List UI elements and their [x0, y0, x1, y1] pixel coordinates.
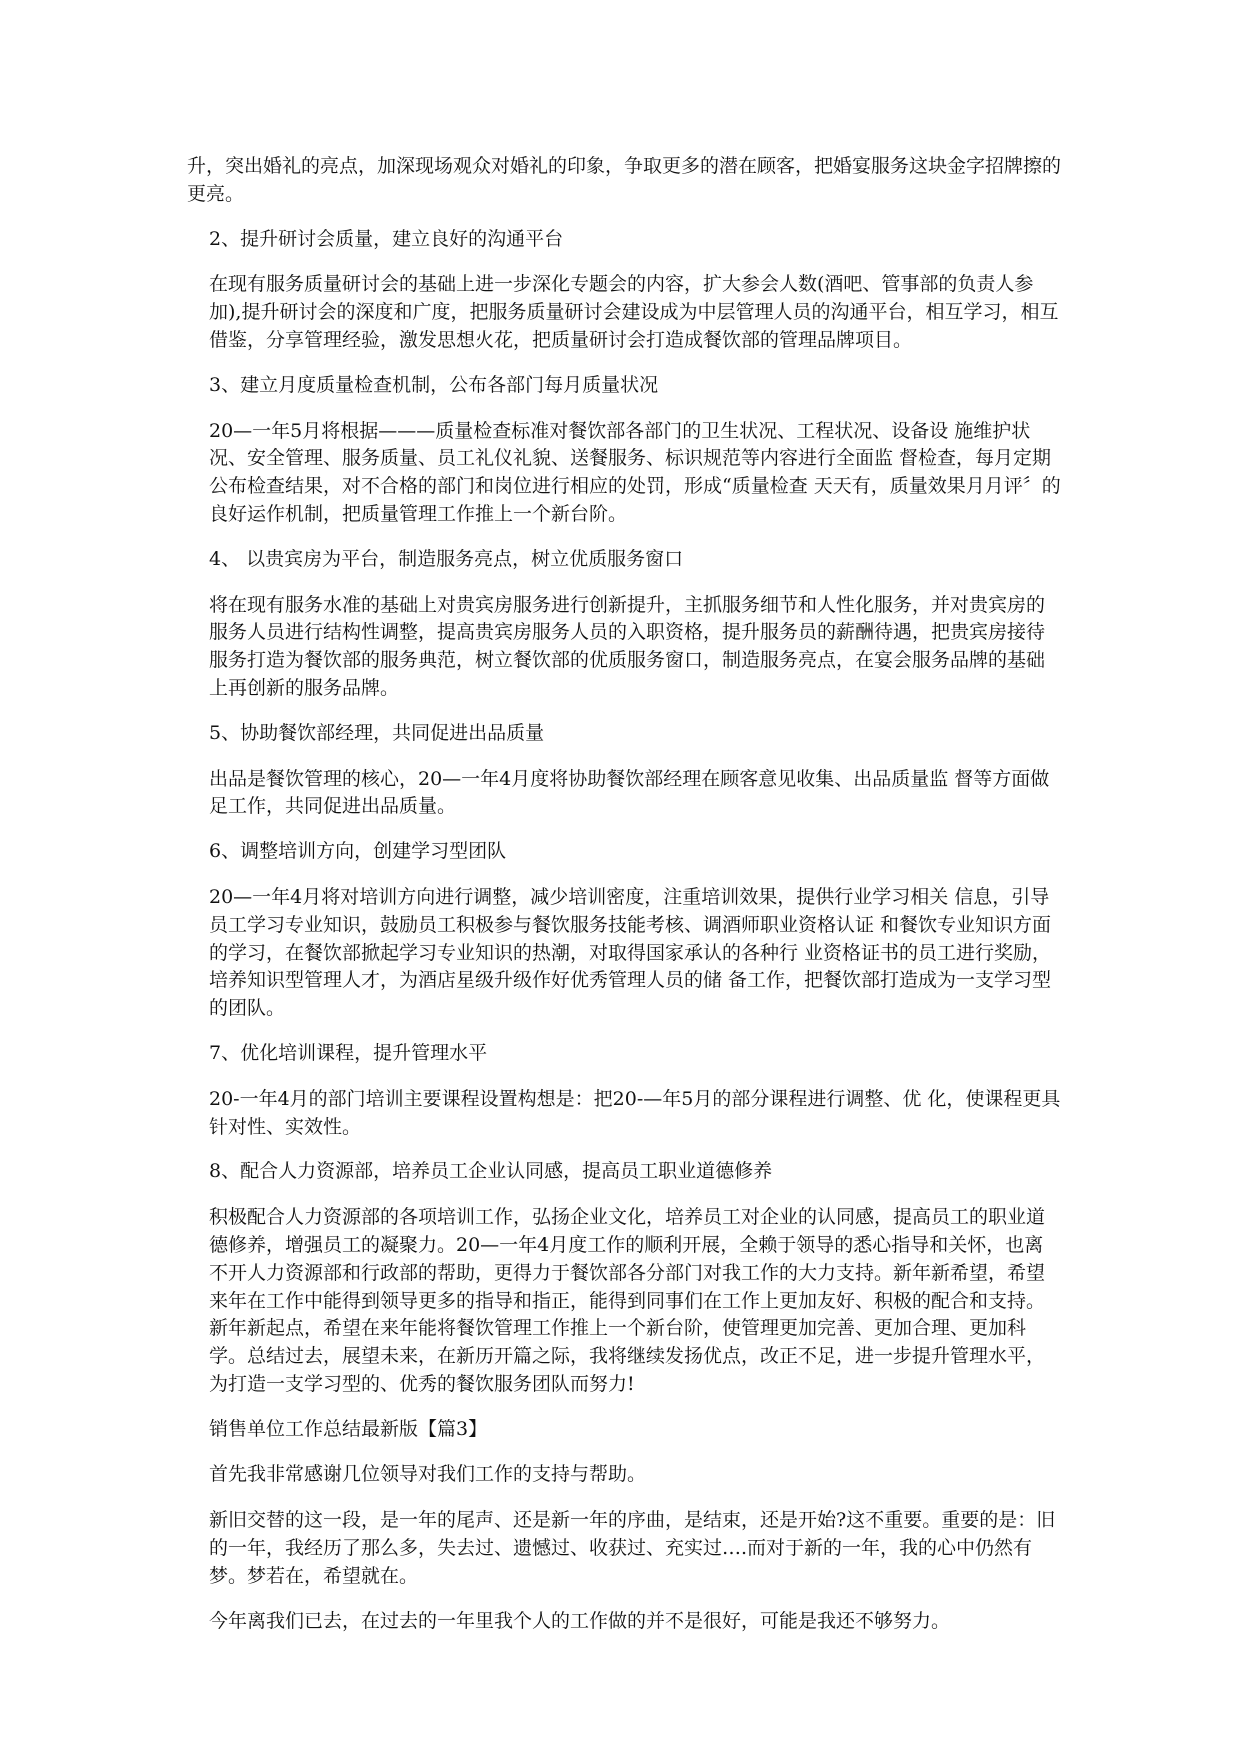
paragraph-seminar: 在现有服务质量研讨会的基础上进一步深化专题会的内容，扩大参会人数(酒吧、管事部的负责人参加),提升研讨会的深度和广度，把服务质量研讨会建设成为中层管理人员的沟通平台，相互学习，相互借鉴，分享管理经验，激发思想火花，把质量研讨会打造成餐饮部的管理品牌项目。: [209, 273, 1059, 351]
paragraph-product-quality: 出品是餐饮管理的核心，20—一年4月度将协助餐饮部经理在顾客意见收集、出品质量监 督等方面做足工作，共同促进出品质量。: [209, 767, 1050, 818]
heading-training-courses: 7、优化培训课程，提升管理水平: [209, 1041, 488, 1064]
paragraph-new-year: 新旧交替的这一段，是一年的尾声、还是新一年的序曲，是结束，还是开始?这不重要。重要的是：旧的一年，我经历了那么多，失去过、遗憾过、收获过、充实过….而对于新的一年，我的心中仍然有梦。梦若在，希望就在。: [209, 1509, 1056, 1587]
paragraph-thanks: 首先我非常感谢几位领导对我们工作的支持与帮助。: [209, 1463, 647, 1486]
paragraph-inspection: 20—一年5月将根据———质量检查标准对餐饮部各部门的卫生状况、工程状况、设备设 施维护状况、安全管理、服务质量、员工礼仪礼貌、送餐服务、标识规范等内容进行全面监 督检查，每月定期公布检查结果，对不合格的部门和岗位进行相应的处罚，形成“质量检查 天天有，质量效果月月评〞的良好运作机制，把质量管理工作推上一个新台阶。: [209, 419, 1061, 525]
document-body: [187, 153, 1062, 1635]
heading-human-resources: 8、配合人力资源部，培养员工企业认同感，提高员工职业道德修养: [209, 1160, 773, 1183]
paragraph-human-resources: 积极配合人力资源部的各项培训工作，弘扬企业文化，培养员工对企业的认同感，提高员工的职业道德修养，增强员工的凝聚力。20—一年4月度工作的顺利开展，全赖于领导的悉心指导和关怀，也离不开人力资源部和行政部的帮助，更得力于餐饮部各分部门对我工作的大力支持。新年新希望，希望来年在工作中能得到领导更多的指导和指正，能得到同事们在工作上更加友好、积极的配合和支持。新年新起点，希望在来年能将餐饮管理工作推上一个新台阶，使管理更加完善、更加合理、更加科学。总结过去，展望未来，在新历开篇之际，我将继续发扬优点，改正不足，进一步提升管理水平，为打造一支学习型的、优秀的餐饮服务团队而努力!: [209, 1206, 1046, 1395]
heading-product-quality: 5、协助餐饮部经理，共同促进出品质量: [209, 721, 545, 744]
paragraph-training-direction: 20—一年4月将对培训方向进行调整，减少培训密度，注重培训效果，提供行业学习相关 信息，引导员工学习专业知识，鼓励员工积极参与餐饮服务技能考核、调酒师职业资格认证 和餐饮专业知识方面的学习，在餐饮部掀起学习专业知识的热潮，对取得国家承认的各种行 业资格证书的员工进行奖励，培养知识型管理人才，为酒店星级升级作好优秀管理人员的储 备工作，把餐饮部打造成为一支学习型的团队。: [209, 885, 1052, 1020]
heading-seminar-quality: 2、提升研讨会质量，建立良好的沟通平台: [209, 227, 564, 250]
paragraph-wedding-brand: 升，突出婚礼的亮点，加深现场观众对婚礼的印象，争取更多的潜在顾客，把婚宴服务这块金字招牌擦的更亮。: [187, 155, 1062, 205]
paragraph-training-courses: 20-一年4月的部门培训主要课程设置构想是：把20-—年5月的部分课程进行调整、优 化，使课程更具针对性、实效性。: [209, 1087, 1061, 1138]
heading-monthly-inspection: 3、建立月度质量检查机制，公布各部门每月质量状况: [209, 373, 659, 396]
heading-training-direction: 6、调整培训方向，创建学习型团队: [209, 840, 507, 863]
paragraph-reflection: 今年离我们已去，在过去的一年里我个人的工作做的并不是很好，可能是我还不够努力。: [209, 1609, 951, 1632]
paragraph-vip-room: 将在现有服务水准的基础上对贵宾房服务进行创新提升，主抓服务细节和人性化服务，并对贵宾房的服务人员进行结构性调整，提高贵宾房服务人员的入职资格，提升服务员的薪酬待遇，把贵宾房接待服务打造为餐饮部的服务典范，树立餐饮部的优质服务窗口，制造服务亮点，在宴会服务品牌的基础上再创新的服务品牌。: [209, 593, 1046, 699]
section-title: 销售单位工作总结最新版【篇3】: [209, 1417, 488, 1440]
heading-vip-room: 4、 以贵宾房为平台，制造服务亮点，树立优质服务窗口: [209, 547, 684, 570]
